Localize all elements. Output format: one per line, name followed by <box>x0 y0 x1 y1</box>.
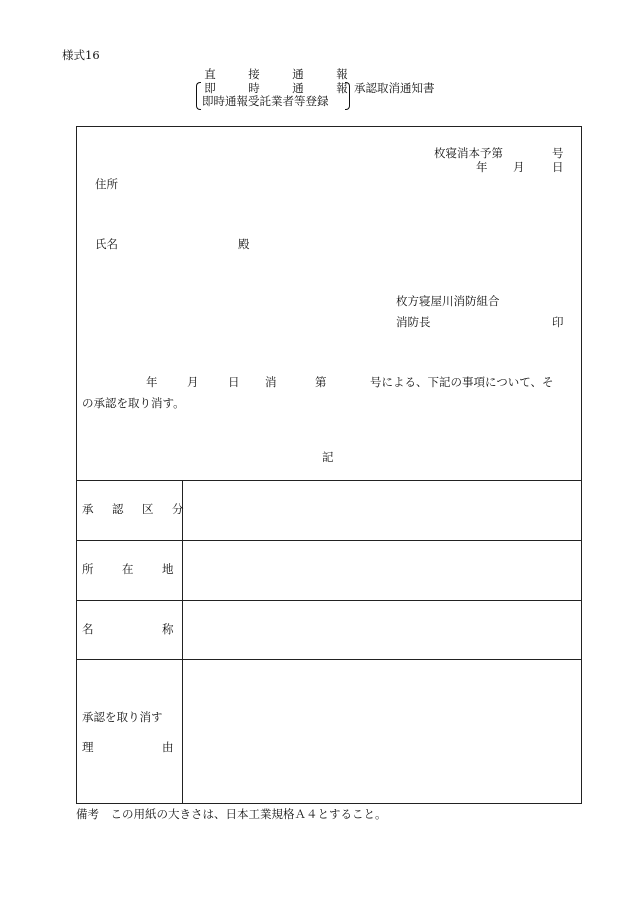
date-month: 月 <box>513 160 525 174</box>
date-year: 年 <box>476 160 488 174</box>
seal-mark: 印 <box>552 315 564 329</box>
label-char: 認 <box>112 502 124 516</box>
ref-day: 日 <box>228 375 240 389</box>
label-char: 称 <box>162 622 174 636</box>
name-label: 氏名 <box>95 237 118 251</box>
issuer-organization: 枚方寝屋川消防組合 <box>396 294 500 308</box>
title-char: 通 <box>292 81 304 95</box>
date-day: 日 <box>552 160 564 174</box>
left-brace <box>196 82 201 110</box>
reason-field[interactable] <box>183 660 581 803</box>
row-label-reason-line1: 承認を取り消す <box>82 710 163 724</box>
issuer-title: 消防長 <box>396 315 431 329</box>
body-line2: の承認を取り消す。 <box>82 396 185 410</box>
title-char: 通 <box>292 67 304 81</box>
title-char: 接 <box>248 67 260 81</box>
label-char: 由 <box>162 740 174 754</box>
ref-dai: 第 <box>315 375 327 389</box>
form-number: 様式16 <box>62 48 100 62</box>
address-label: 住所 <box>95 177 118 191</box>
title-suffix: 承認取消通知書 <box>354 81 435 95</box>
label-char: 理 <box>82 740 94 754</box>
row-label-location <box>82 564 174 576</box>
right-brace <box>345 82 350 110</box>
title-char: 直 <box>204 67 216 81</box>
label-char: 所 <box>82 562 94 576</box>
label-char: 区 <box>142 502 154 516</box>
title-char: 報 <box>336 81 348 95</box>
ref-shou: 消 <box>265 375 277 389</box>
label-char: 名 <box>82 622 94 636</box>
label-char: 承 <box>82 502 94 516</box>
doc-number-suffix: 号 <box>552 146 564 160</box>
row-label-reason-line2 <box>82 742 174 754</box>
ref-year: 年 <box>146 375 158 389</box>
row-label-name <box>82 624 174 636</box>
row-label-approval-category <box>82 504 184 516</box>
document-title <box>196 68 456 110</box>
label-char: 地 <box>162 562 174 576</box>
ki-heading: 記 <box>322 450 334 464</box>
doc-number-prefix: 枚寝消本予第 <box>434 146 503 160</box>
title-line-direct <box>202 68 350 81</box>
label-char: 分 <box>172 502 184 516</box>
body-line1: 号による、下記の事項について、そ <box>370 375 554 389</box>
ref-month: 月 <box>187 375 199 389</box>
title-char: 即 <box>204 81 216 95</box>
title-char: 時 <box>248 81 260 95</box>
name-field[interactable] <box>183 601 581 659</box>
approval-category-field[interactable] <box>183 481 581 540</box>
title-char: 報 <box>336 67 348 81</box>
title-line-registration: 即時通報受託業者等登録 <box>202 94 329 108</box>
label-char: 在 <box>122 562 134 576</box>
location-field[interactable] <box>183 541 581 600</box>
footer-note: 備考 この用紙の大きさは、日本工業規格Ａ４とすること。 <box>76 807 387 821</box>
honorific: 殿 <box>238 237 250 251</box>
